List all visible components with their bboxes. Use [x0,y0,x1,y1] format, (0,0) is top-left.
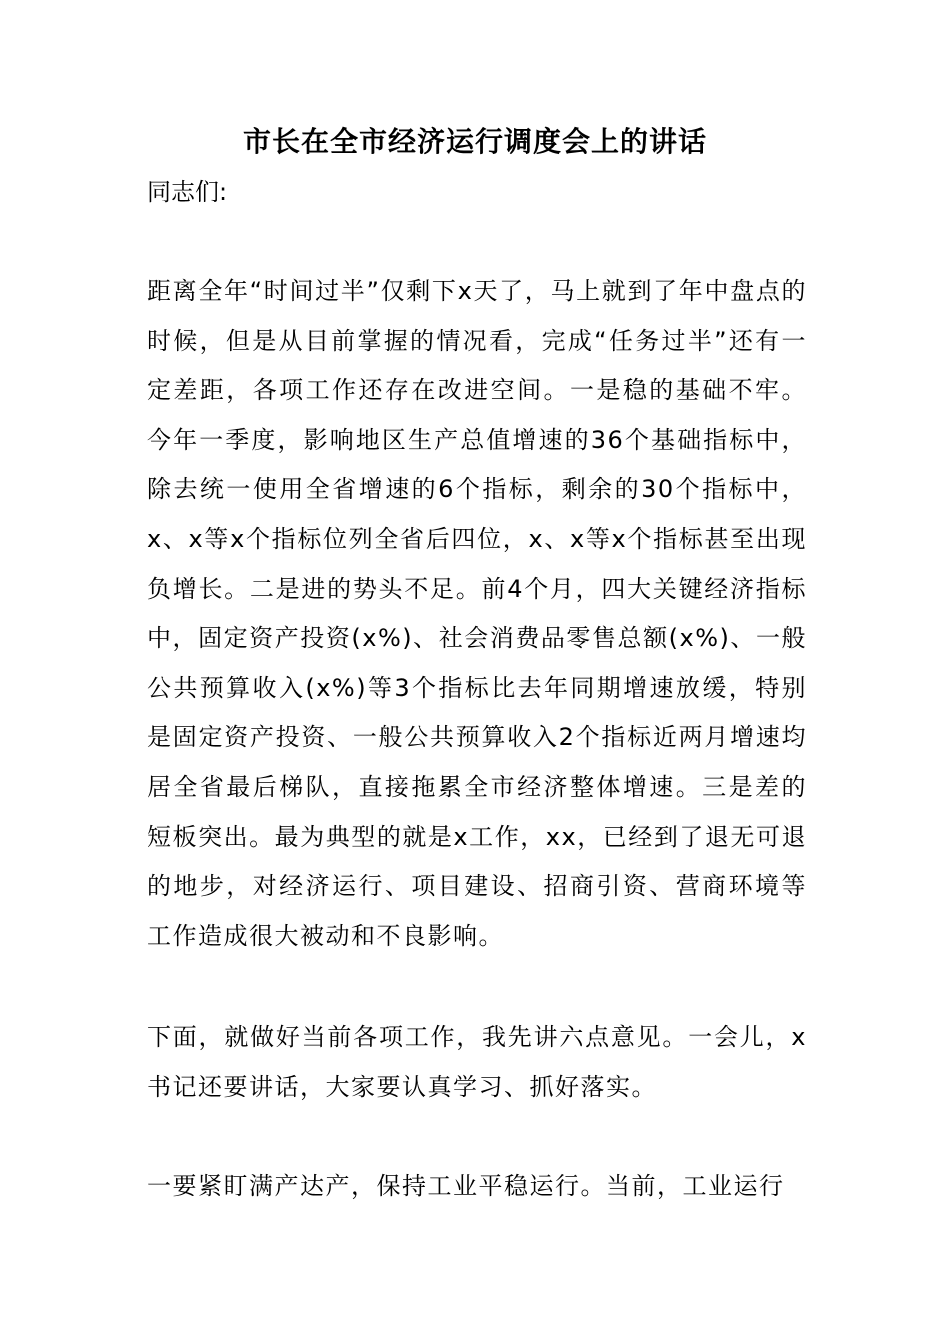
paragraph-1: 距离全年“时间过半”仅剩下x天了，马上就到了年中盘点的时候，但是从目前掌握的情况看，完成“任务过半”还有一定差距，各项工作还存在改进空间。一是稳的基础不牢。今年一季度，影响地区生产总值增速的36个基础指标中，除去统一使用全省增速的6个指标，剩余的30个指标中，x、x等x个指标位列全省后四位，x、x等x个指标甚至出现负增长。二是进的势头不足。前4个月，四大关键经济指标中，固定资产投资(x%)、社会消费品零售总额(x%)、一般公共预算收入(x%)等3个指标比去年同期增速放缓，特别是固定资产投资、一般公共预算收入2个指标近两月增速均居全省最后梯队，直接拖累全市经济整体增速。三是差的短板突出。最为典型的就是x工作，xx，已经到了退无可退的地步，对经济运行、项目建设、招商引资、营商环境等工作造成很大被动和不良影响。 [147,277,807,950]
paragraph-2: 下面，就做好当前各项工作，我先讲六点意见。一会儿，x书记还要讲话，大家要认真学习、抓好落实。 [147,1023,807,1101]
document-title: 市长在全市经济运行调度会上的讲话 [242,125,707,158]
paragraph-3: 一要紧盯满产达产，保持工业平稳运行。当前，工业运行 [147,1172,785,1200]
salutation: 同志们: [147,178,228,206]
